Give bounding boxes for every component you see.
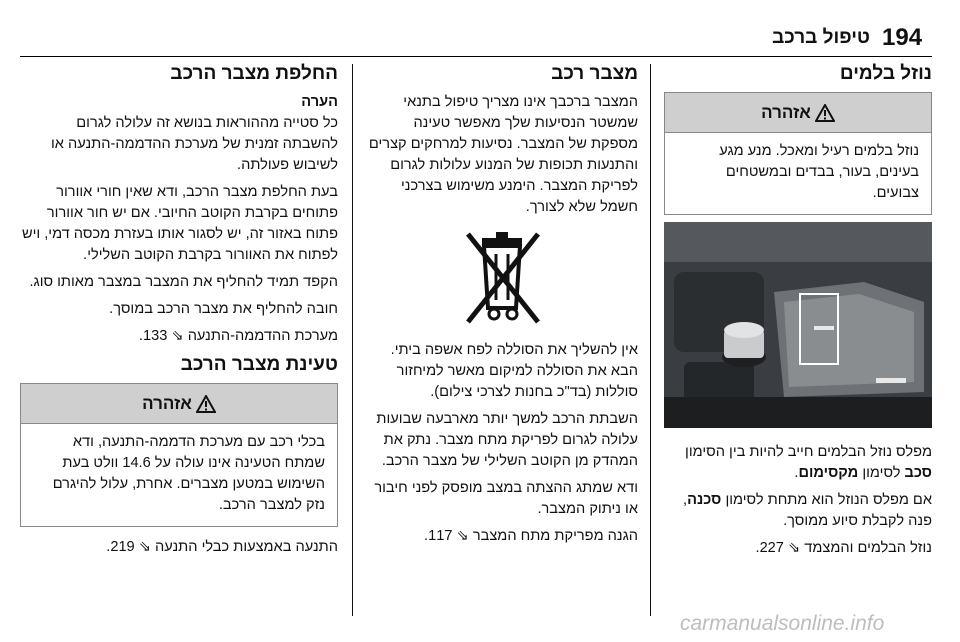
warning-label: אזהרה [761, 103, 811, 122]
section-title-battery: מצבר רכב [551, 63, 638, 84]
warning-text: בכלי רכב עם מערכת הדממה-התנעה, ודא שמתח הטעינה אינו עולה על 14.6 וולט בעת השימוש במטען מצברים. אחרת, עלול להיגרם נזק למצבר הרכב. [52, 434, 325, 513]
brake-low-paragraph: אם מפלס הנוזל הוא מתחת לסימון סכנה, פנה לקבלת סיוע ממוסך. [683, 492, 932, 529]
section-title-battery-replacement: החלפת מצבר הרכב [170, 63, 338, 84]
stop-start-reference[interactable]: מערכת ההדממה-התנעה ⇘ 133. [138, 328, 338, 344]
replacement-type-paragraph: הקפד תמיד להחליף את המצבר במצבר מאותו סוג. [29, 274, 338, 290]
engine-bay-illustration [664, 222, 932, 428]
jump-start-reference[interactable]: התנעה באמצעות כבלי התנעה ⇘ 219. [106, 539, 338, 555]
crossed-out-bin-icon [454, 224, 550, 332]
battery-intro-paragraph: המצבר ברכבך אינו מצריך טיפול בתנאי שמשטר הנסיעות שלך מאפשר טעינה מספקת של המצבר. נסיעות למרחקים קצרים והתנעות תכופות של המנוע עלולות לגרום לפריקת המצבר. הימנע משימוש בצרכני חשמל שלא לצורך. [368, 94, 638, 215]
warning-text: נוזל בלמים רעיל ומאכל. מנע מגע בעינים, בעור, בבדים ובמשטחים צבועים. [719, 143, 919, 201]
page-number: 194 [882, 24, 923, 51]
watermark-text: carmanualsonline.info [680, 612, 885, 635]
brake-level-paragraph: מפלס נוזל הבלמים חייב להיות בין הסימון סכב לסימון מקסימום. [685, 444, 932, 481]
column-battery [366, 62, 638, 553]
column-divider-left [352, 64, 353, 616]
page-ref-arrow-icon: ⇘ [787, 540, 801, 556]
note-label: הערה [301, 94, 338, 110]
page-header [0, 0, 960, 50]
section-title-brake-fluid: נוזל בלמים [839, 63, 932, 84]
warning-box-brake-fluid [664, 92, 932, 215]
warning-box-charging [20, 383, 338, 527]
battery-disposal-paragraph: אין להשליך את הסוללה לפח אשפה ביתי. הבא את הסוללה למיקום מאשר למיחזור סוללות (בד"כ בחנות לצרכי צילום). [390, 342, 638, 400]
page-ref-number: 219 [110, 539, 135, 555]
label-danger-2: סכנה [687, 492, 722, 508]
section-title-battery-charging: טעינת מצבר הרכב [180, 354, 338, 375]
running-title: טיפול ברכב [772, 27, 870, 48]
page-ref-arrow-icon: ⇘ [138, 539, 151, 555]
label-maximum: מקסימום [798, 465, 859, 481]
column-brake-fluid [664, 62, 932, 225]
warning-triangle-icon [815, 104, 835, 122]
column-divider-right [650, 64, 651, 616]
replacement-garage-paragraph: חובה להחליף את מצבר הרכב במוסך. [109, 301, 338, 317]
page-ref-number: 133 [142, 328, 168, 344]
warning-header [665, 93, 931, 133]
warning-header [21, 384, 337, 424]
header-rule [20, 56, 932, 57]
warning-triangle-icon [196, 395, 216, 413]
page-ref-number: 227 [759, 540, 784, 556]
label-danger: סכב [904, 465, 932, 481]
warning-label: אזהרה [142, 394, 192, 413]
battery-ignition-paragraph: ודא שמתג ההצתה במצב מופסק לפני חיבור או ניתוק המצבר. [374, 480, 638, 517]
brake-fluid-reference[interactable]: נוזל הבלמים והמצמד ⇘ 227. [755, 540, 932, 556]
page-ref-arrow-icon: ⇘ [171, 328, 184, 344]
battery-protection-reference[interactable]: הגנה מפריקת מתח המצבר ⇘ 117. [424, 528, 638, 544]
note-text: כל סטייה מההוראות בנושא זה עלולה לגרום להשבתה זמנית של מערכת ההדממה-התנעה או לשיבוש פעולתה. [51, 115, 338, 173]
page-ref-arrow-icon: ⇘ [456, 528, 469, 544]
replacement-vent-paragraph: בעת החלפת מצבר הרכב, ודא שאין חורי אוורור פתוחים בקרבת הקוטב החיובי. אם יש חור אוורור פתוח באזור זה, יש לסגור אותו בעזרת מכסה דמי, ויש לפתוח את האוורור בקרבת הקוטב השלילי. [21, 184, 338, 263]
column-battery-replacement [20, 62, 338, 564]
brake-fluid-reservoir-photo [664, 222, 932, 428]
page-ref-number: 117 [428, 528, 453, 544]
column-brake-fluid-text [664, 442, 932, 565]
battery-storage-paragraph: השבתת הרכב למשך יותר מארבעה שבועות עלולה לגרום לפריקת מתח מצבר. נתק את המהדק מן הקוטב השלילי של מצבר הרכב. [376, 411, 638, 469]
